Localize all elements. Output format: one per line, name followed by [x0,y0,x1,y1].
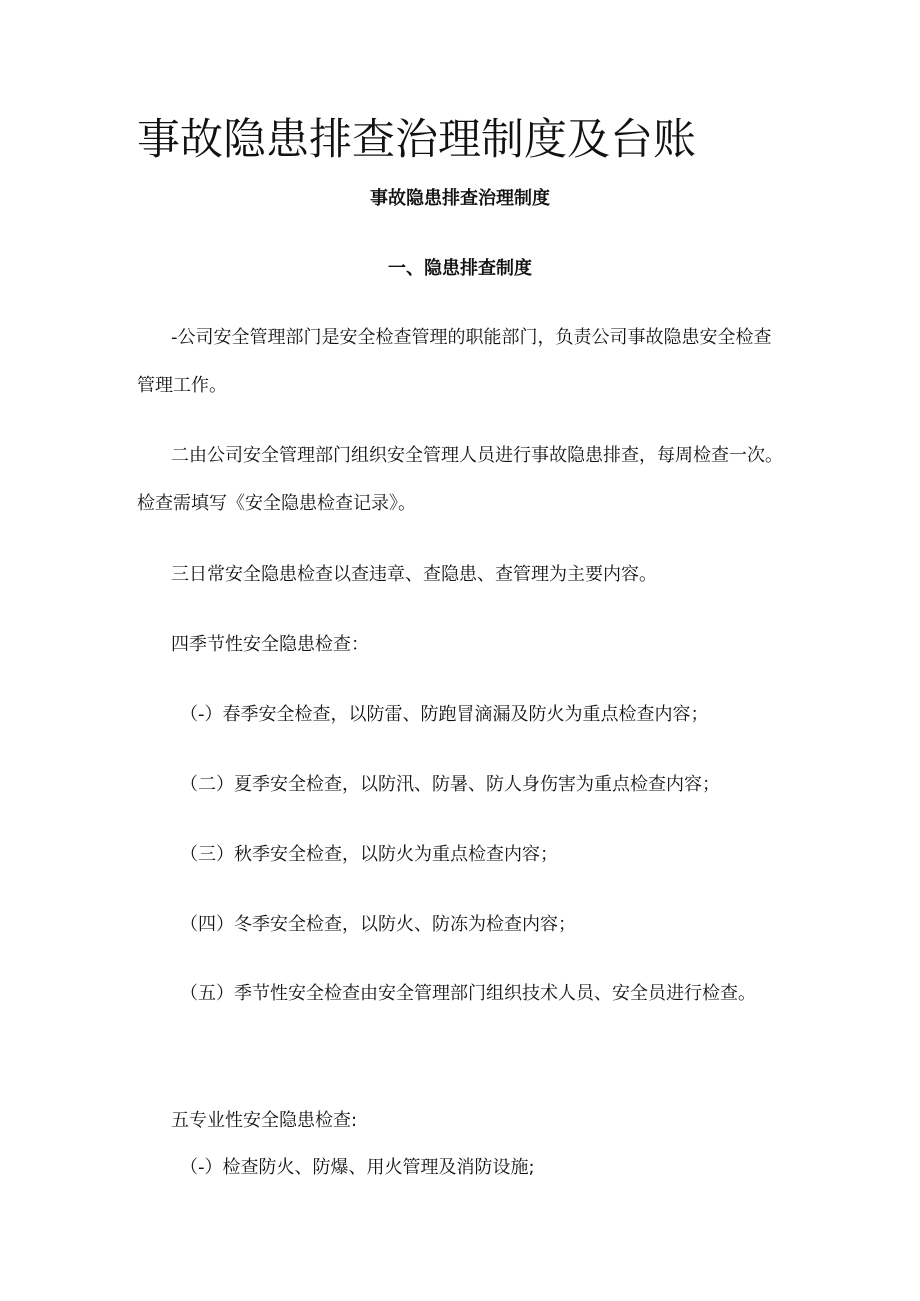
list-item-winter: （四）冬季安全检查，以防火、防冻为检查内容； [180,914,576,935]
document-main-title: 事故隐患排查治理制度及台账 [137,115,696,165]
list-item-summer: （二）夏季安全检查，以防汛、防暑、防人身伤害为重点检查内容； [180,774,720,795]
list-item-autumn: （三）秋季安全检查，以防火为重点检查内容； [180,844,558,865]
paragraph-1: -公司安全管理部门是安全检查管理的职能部门，负责公司事故隐患安全检查管理工作。 [137,327,772,396]
paragraph-5: 五专业性安全隐患检查: [171,1110,358,1131]
paragraph-3: 三日常安全隐患检查以查违章、查隐患、查管理为主要内容。 [171,564,657,585]
paragraph-4: 四季节性安全隐患检查： [171,634,369,655]
list-item-fire-explosion: （-）检查防火、防爆、用火管理及消防设施; [180,1157,535,1178]
paragraph-2: 二由公司安全管理部门组织安全管理人员进行事故隐患排查，每周检查一次。检查需填写《安全隐患检查记录》。 [137,445,783,514]
list-item-spring: （-）春季安全检查，以防雷、防跑冒滴漏及防火为重点检查内容； [180,704,709,725]
document-sub-title: 事故隐患排查治理制度 [370,188,550,209]
list-item-seasonal-organization: （五）季节性安全检查由安全管理部门组织技术人员、安全员进行检查。 [180,983,756,1004]
section-title: 一、隐患排查制度 [388,258,532,279]
